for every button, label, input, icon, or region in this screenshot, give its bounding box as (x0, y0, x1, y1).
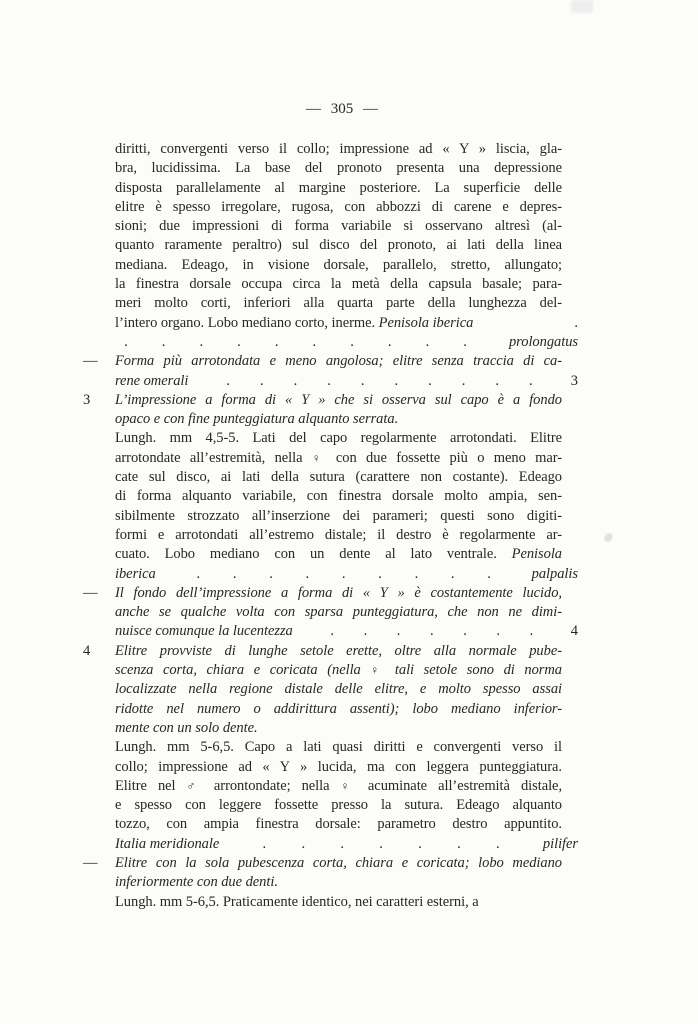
leader-dot: . (237, 333, 241, 350)
leader-dot: . (305, 565, 310, 582)
dot-leader (188, 372, 570, 391)
leader-dot: . (379, 835, 383, 852)
text-line (115, 314, 578, 333)
text-segment: elitre è spesso irregolare, rugosa, con abbozzi di carene e depres- (115, 198, 562, 215)
page-number: — 305 — (306, 101, 378, 117)
text-line (115, 758, 562, 777)
species-name: palpalis (531, 565, 578, 582)
text-line (115, 275, 562, 294)
leader-dot: . (327, 372, 331, 389)
leader-dot: . (529, 623, 534, 640)
text-line (83, 584, 562, 603)
leader-text (115, 622, 293, 641)
text-line (115, 179, 562, 198)
text-line (82, 333, 578, 352)
text-line (115, 777, 562, 796)
leader-dot: . (350, 333, 354, 350)
species-name: prolongatus (508, 333, 578, 350)
leader-dot: . (495, 835, 500, 852)
text-segment: diritti, convergenti verso il collo; impressione ad « Y » liscia, gla- (115, 141, 562, 157)
text-line (115, 429, 562, 448)
text-line (115, 661, 562, 680)
text-segment: arrotondate all’estremità, nella ♀ con due fossette più o meno mar- (115, 449, 563, 466)
leader-dot: . (496, 623, 500, 640)
leader-dot: . (529, 372, 533, 389)
italic-segment: Penisola iberica (378, 314, 474, 331)
leader-dot: . (199, 333, 204, 350)
text-line (115, 410, 562, 429)
leader-dot: . (418, 835, 422, 852)
leader-dot: . (262, 835, 267, 852)
text-line (115, 198, 562, 217)
leader-text (115, 565, 156, 584)
italic-segment: ridotte nel numero o addirittura assenti); lobo mediano inferior- (115, 700, 562, 717)
italic-segment: scenza corta, chiara e coricata (nella ♀ tali setole sono di norma (115, 662, 562, 679)
leader-text (115, 835, 219, 854)
leader-dot: . (387, 333, 392, 350)
text-line (115, 526, 562, 545)
text-segment: mediana. Edeago, in visione dorsale, parallelo, stretto, allungato; (115, 256, 562, 273)
text-line (115, 545, 562, 564)
text-line (115, 256, 562, 275)
leader-text (115, 314, 473, 333)
italic-segment: anche se qualche volta con sparsa punteggiatura, che non ne dimi- (115, 604, 562, 621)
text-line (115, 294, 562, 313)
leader-dot: . (196, 565, 201, 582)
text-segment: cate sul disco, ai lati della sutura (carattere non costante). Edeago (115, 469, 562, 486)
leader-dot: . (457, 835, 461, 852)
leader-dot: . (312, 333, 317, 350)
italic-segment: inferiormente con due denti. (115, 874, 278, 891)
couplet-marker: — (83, 584, 98, 601)
text-line (83, 854, 562, 873)
leader-dot: . (341, 565, 346, 582)
text-line (83, 642, 562, 661)
leader-dot: . (394, 372, 399, 389)
leader-dot: . (396, 623, 401, 640)
text-line (115, 603, 562, 622)
text-segment: sioni; due impressioni di forma variabile si osservano altresì (al- (115, 218, 562, 235)
leader-dot: . (461, 372, 466, 389)
text-line (115, 893, 562, 912)
italic-segment: Penisola (511, 546, 562, 563)
text-line (115, 217, 562, 236)
couplet-marker: — (83, 353, 98, 370)
leader-dot: . (226, 372, 230, 389)
text-line (115, 700, 562, 719)
italic-segment: nuisce comunque la lucentezza (115, 623, 293, 640)
leader-dot: . (330, 623, 334, 640)
leader-dot: . (269, 565, 273, 582)
leader-dot: . (260, 372, 264, 389)
text-line (115, 140, 562, 159)
leader-dot: . (463, 623, 467, 640)
text-segment: formi e arrotondati all’estremo distale; il destro è regolarmente ar- (115, 526, 562, 543)
text-segment: cuato. Lobo mediano con un dente al lato ventrale. (115, 546, 512, 563)
text-line (115, 487, 562, 506)
text-line (115, 815, 562, 834)
leader-dot: . (428, 372, 432, 389)
text-segment: sibilmente strozzato all’inserzione dei parameri; questi sono digiti- (115, 507, 562, 524)
text-line (115, 873, 562, 892)
leader-dot: . (425, 333, 430, 350)
female-symbol: ♀ (340, 778, 357, 793)
leader-dot: . (495, 372, 499, 389)
italic-segment: Forma più arrotondata e meno angolosa; elitre senza traccia di ca- (115, 353, 562, 370)
leader-text (115, 372, 188, 391)
text-line (83, 391, 562, 410)
leader-dot: . (463, 333, 467, 350)
leader-dot: . (414, 565, 419, 582)
italic-segment: Il fondo dell’impressione a forma di « Y » è costantemente lucido, (115, 584, 562, 601)
text-line (115, 372, 578, 391)
leader-dot: . (340, 835, 344, 852)
couplet-marker: 3 (83, 391, 91, 408)
text-line (115, 449, 562, 468)
couplet-marker: — (83, 854, 98, 871)
text-segment: Elitre nel ♂ arrontondate; nella ♀ acuminate all’estremità distale, (115, 777, 563, 794)
leader-dot: . (232, 565, 237, 582)
text-line (115, 565, 578, 584)
couplet-marker: 4 (83, 642, 91, 659)
text-block (83, 140, 578, 912)
italic-segment: Elitre con la sola pubescenza corta, chiara e coricata; lobo mediano (115, 854, 562, 871)
text-segment: Lungh. mm 5-6,5. Praticamente identico, nei caratteri esterni, a (115, 893, 479, 910)
leader-dot: . (274, 333, 279, 350)
text-line (115, 622, 578, 641)
italic-segment: Elitre provviste di lunghe setole erette, oltre alla normale pube- (115, 642, 562, 659)
text-line (115, 719, 562, 738)
female-symbol: ♀ (370, 663, 386, 678)
text-segment: Lungh. mm 5-6,5. Capo a lati quasi diritti e convergenti verso il (115, 739, 562, 756)
leader-dot: . (450, 565, 455, 582)
text-segment: collo; impressione ad « Y » lucida, ma con leggera punteggiatura. (115, 758, 562, 775)
dot-leader (82, 333, 509, 352)
italic-segment: iberica (115, 565, 156, 582)
text-segment: disposta parallelamente al margine posteriore. La superficie delle (115, 179, 562, 196)
text-segment: quanto raramente peraltro) sul disco del pronoto, ai lati della linea (115, 237, 562, 254)
italic-segment: L’impressione a forma di « Y » che si osserva sul capo è a fondo (115, 391, 562, 408)
leader-dot: . (429, 623, 434, 640)
text-line (115, 236, 562, 255)
leader-dot: . (161, 333, 166, 350)
leader-dot: . (124, 333, 128, 350)
dot-leader (293, 622, 571, 641)
text-line (83, 352, 562, 371)
italic-segment: localizzate nella regione distale delle elitre, e molto spesso assai (115, 681, 562, 698)
text-line (115, 468, 562, 487)
leader-dot: . (360, 372, 365, 389)
italic-segment: rene omerali (115, 372, 189, 389)
leader-dot: . (301, 835, 306, 852)
italic-segment: mente con un solo dente. (115, 719, 258, 736)
species-name: pilifer (542, 835, 578, 852)
text-segment: di forma alquanto variabile, con finestra dorsale molto ampia, sen- (115, 488, 562, 505)
text-segment: e spesso con leggere fossette presso la sutura. Edeago alquanto (115, 797, 562, 814)
italic-segment: Italia meridionale (115, 835, 220, 852)
text-segment: l’intero organo. Lobo mediano corto, inerme. (115, 314, 379, 331)
dot-leader (219, 835, 543, 854)
text-segment: Lungh. mm 4,5-5. Lati del capo regolarmente arrotondati. Elitre (115, 430, 562, 447)
scan-artifact (571, 0, 593, 13)
text-line (115, 796, 562, 815)
text-segment: bra, lucidissima. La base del pronoto presenta una depressione (115, 160, 562, 177)
dot-leader (156, 565, 532, 584)
male-symbol: ♂ (186, 778, 203, 793)
leader-dot: . (293, 372, 298, 389)
italic-segment: opaco e con fine punteggiatura alquanto serrata. (115, 411, 399, 428)
text-line (115, 835, 578, 854)
scan-artifact (603, 532, 614, 543)
text-line (115, 680, 562, 699)
text-line (115, 738, 562, 757)
text-segment: tozzo, con ampia finestra dorsale: parametro destro appuntito. (115, 816, 562, 833)
female-symbol: ♀ (311, 450, 327, 465)
couplet-ref-number: 3 (570, 372, 578, 389)
text-line (115, 159, 562, 178)
leader-dot: . (363, 623, 368, 640)
text-segment: meri molto corti, inferiori alla quarta parte della lunghezza del- (115, 295, 562, 312)
text-line (115, 507, 562, 526)
leader-dot: . (487, 565, 491, 582)
couplet-ref-number: 4 (570, 623, 578, 640)
leader-dot: . (378, 565, 382, 582)
text-segment: la finestra dorsale occupa circa la metà della capsula basale; para- (115, 276, 562, 293)
terminal-dot: . (574, 314, 578, 331)
